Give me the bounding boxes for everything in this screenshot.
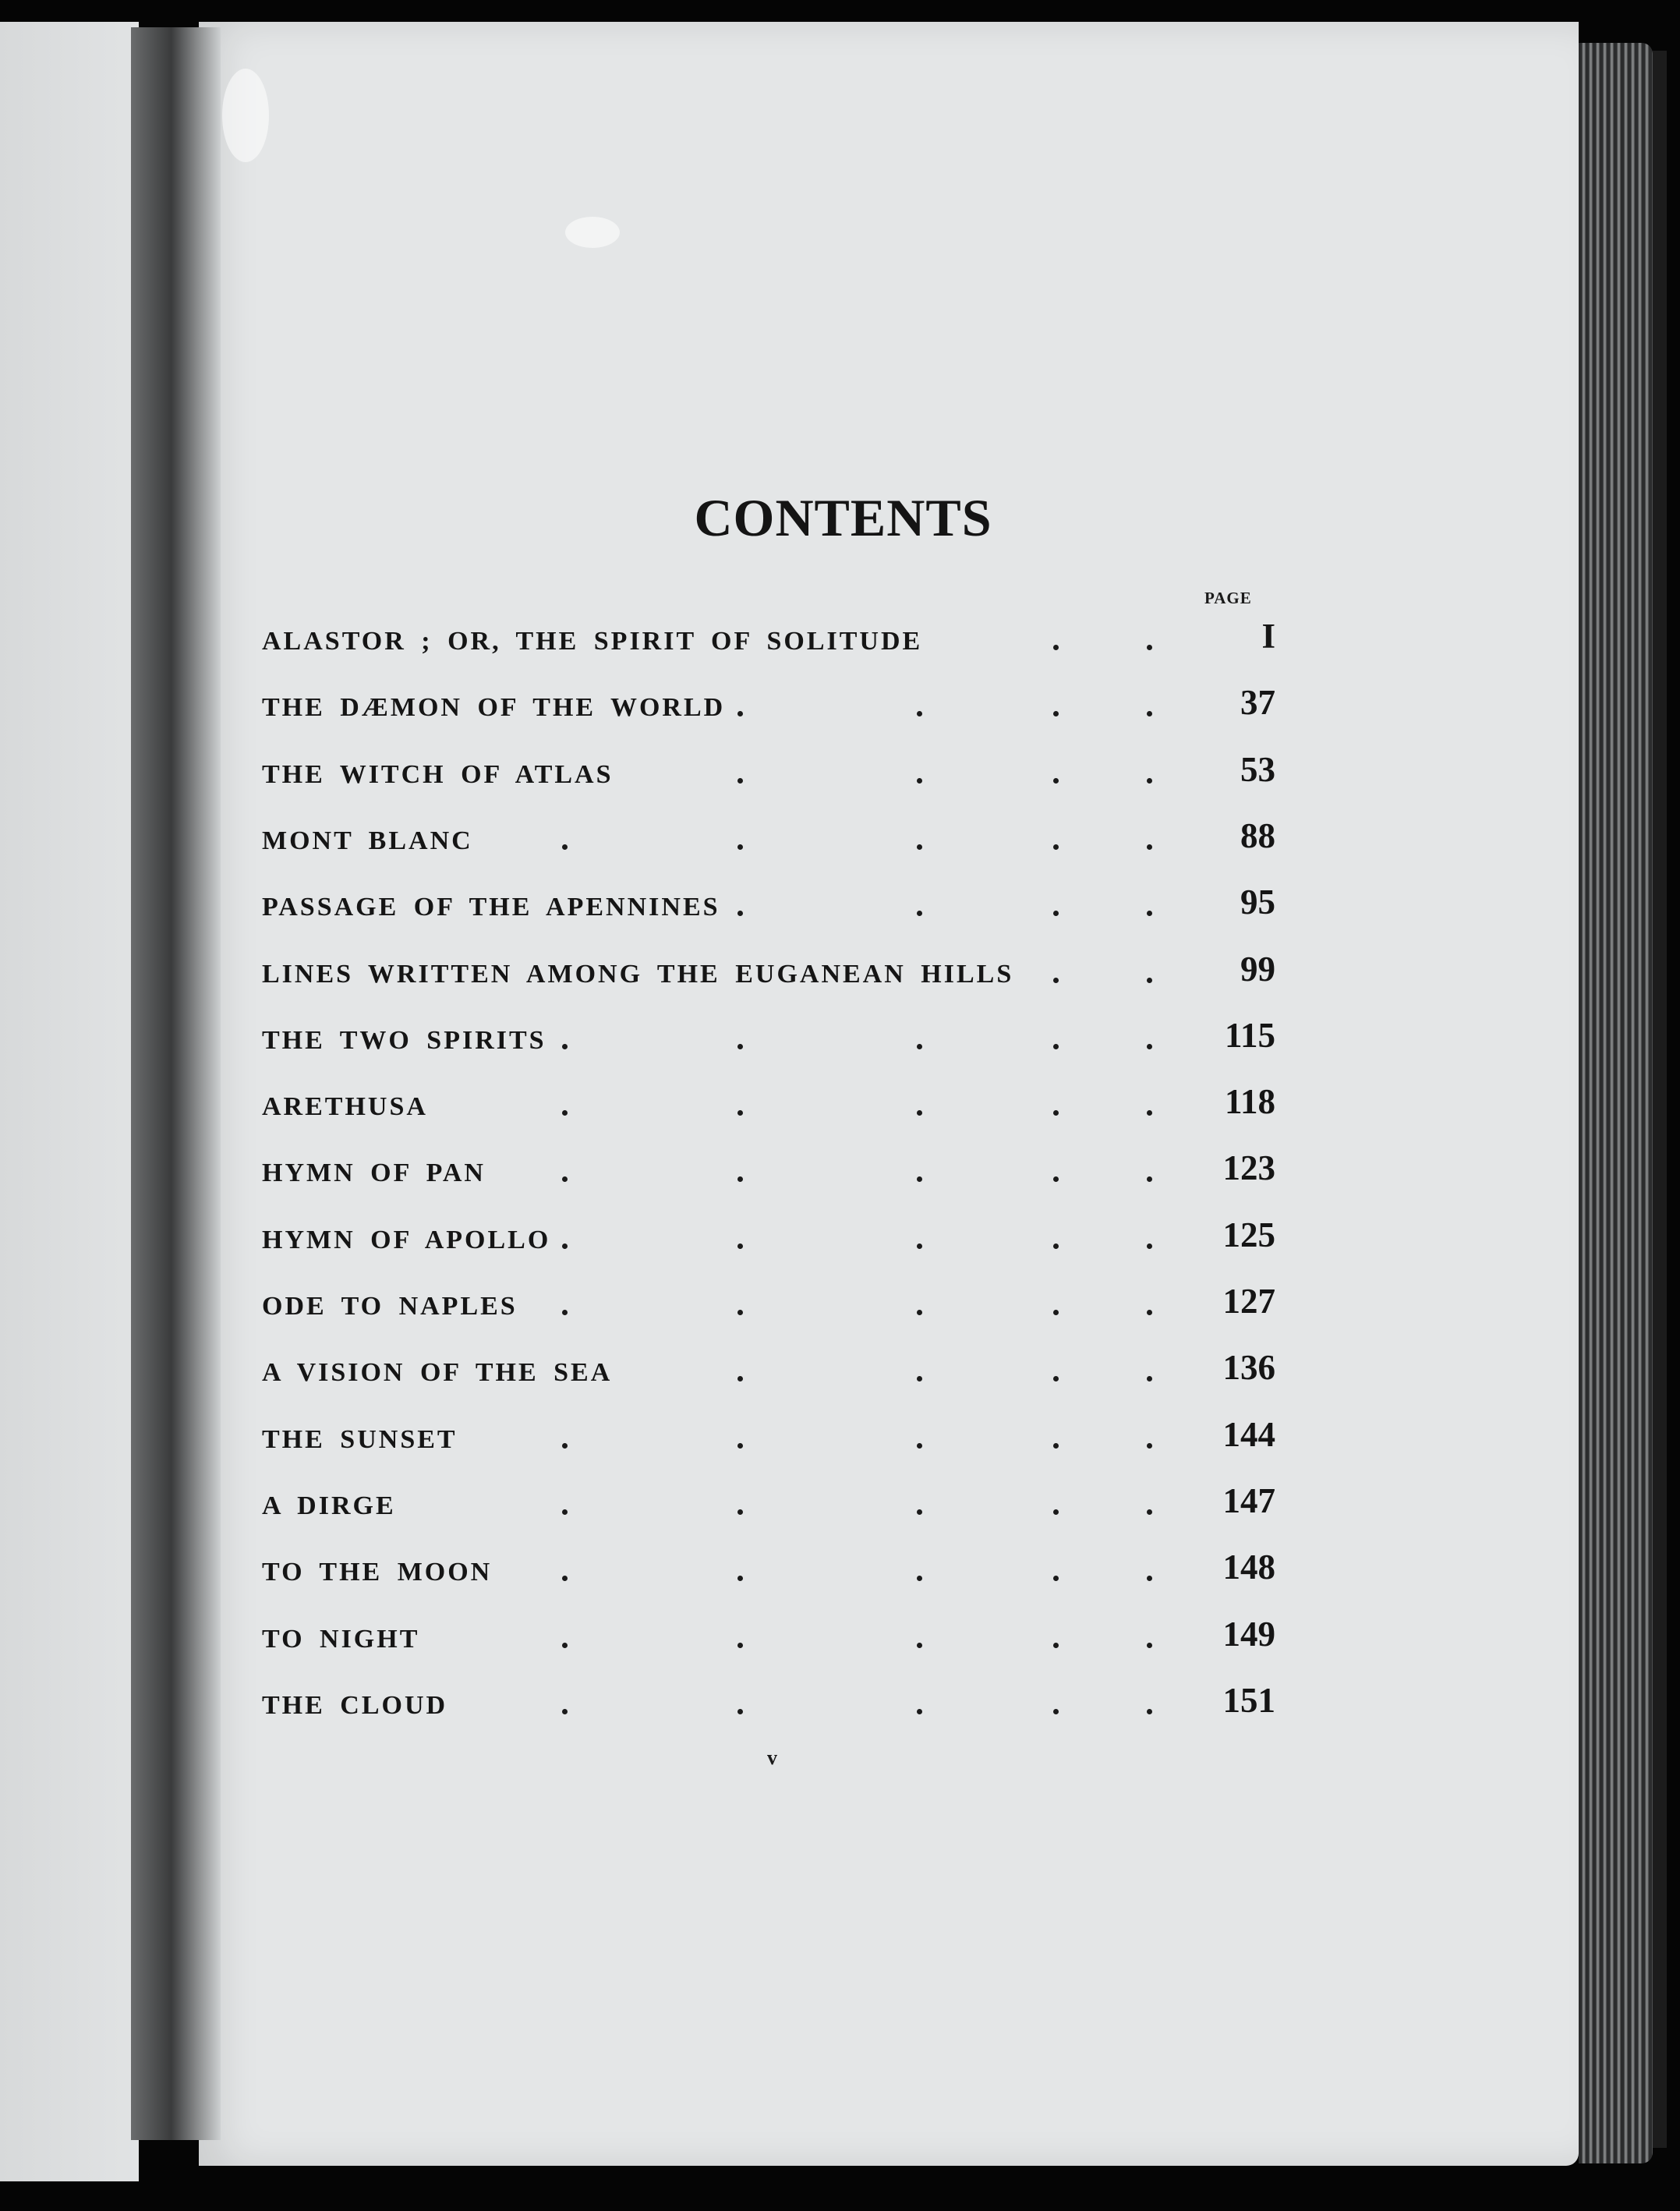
dot-leader (737, 711, 743, 716)
toc-entry-title: ARETHUSA (262, 1092, 428, 1122)
dot-leader (1147, 1643, 1152, 1648)
toc-entry-page: 149 (1222, 1614, 1275, 1654)
dot-leader (1147, 1176, 1152, 1182)
dot-leader (737, 1443, 743, 1449)
book-spine (1653, 51, 1667, 2148)
toc-entry-title: HYMN OF PAN (262, 1159, 486, 1188)
toc-entry (262, 1614, 1275, 1661)
dot-leader (562, 1709, 568, 1714)
toc-entry-page: 151 (1222, 1680, 1275, 1720)
toc-entry (262, 1480, 1275, 1527)
dot-leader (737, 1176, 743, 1182)
toc-entry-page: 148 (1222, 1548, 1275, 1587)
dot-leader (737, 844, 743, 850)
dot-leader (917, 778, 922, 784)
dot-leader (562, 1176, 568, 1182)
dot-leader (917, 1376, 922, 1381)
dot-leader (737, 1643, 743, 1648)
dot-leader (917, 1110, 922, 1116)
toc-entry-page: 95 (1240, 883, 1275, 922)
dot-leader (1053, 711, 1059, 716)
gutter-shadow (131, 27, 221, 2140)
toc-entry (262, 1148, 1275, 1194)
toc-entry (262, 1015, 1275, 1062)
dot-leader (737, 1376, 743, 1381)
toc-entry-page: 144 (1222, 1414, 1275, 1454)
dot-leader (917, 1576, 922, 1581)
toc-entry (262, 1215, 1275, 1261)
dot-leader (1147, 1709, 1152, 1714)
toc-entry-page: 123 (1222, 1148, 1275, 1188)
toc-entry-page: 115 (1224, 1015, 1275, 1055)
toc-entry (262, 1547, 1275, 1594)
dot-leader (562, 1509, 568, 1515)
dot-leader (1147, 1044, 1152, 1049)
dot-leader (1147, 1576, 1152, 1581)
dot-leader (737, 1576, 743, 1581)
toc-entry-title: MONT BLANC (262, 826, 473, 855)
dot-leader (737, 1509, 743, 1515)
table-of-contents (262, 616, 1275, 1746)
dot-leader (562, 1110, 568, 1116)
dot-leader (1147, 711, 1152, 716)
toc-entry-title: THE DÆMON OF THE WORLD (262, 693, 726, 723)
dot-leader (917, 1176, 922, 1182)
dot-leader (1053, 1310, 1059, 1315)
toc-entry (262, 1414, 1275, 1461)
dot-leader (562, 1643, 568, 1648)
dot-leader (562, 1443, 568, 1449)
dot-leader (737, 778, 743, 784)
page-folio: v (767, 1746, 777, 1769)
toc-entry-page: 147 (1222, 1480, 1275, 1520)
toc-entry-page: 99 (1240, 949, 1275, 989)
toc-entry (262, 1081, 1275, 1128)
dot-leader (1147, 1443, 1152, 1449)
dot-leader (562, 1576, 568, 1581)
dot-leader (1053, 1709, 1059, 1714)
dot-leader (1147, 844, 1152, 850)
toc-entry (262, 1680, 1275, 1727)
toc-entry-page: I (1261, 617, 1275, 656)
toc-entry-title: A VISION OF THE SEA (262, 1358, 613, 1388)
dot-leader (1053, 1443, 1059, 1449)
dot-leader (562, 1310, 568, 1315)
dot-leader (917, 1443, 922, 1449)
dot-leader (1053, 1643, 1059, 1648)
dot-leader (737, 1110, 743, 1116)
toc-entry-page: 88 (1240, 815, 1275, 855)
dot-leader (562, 844, 568, 850)
toc-entry (262, 815, 1275, 862)
toc-entry-title: ALASTOR ; OR, THE SPIRIT OF SOLITUDE (262, 627, 923, 656)
dot-leader (737, 911, 743, 916)
dot-leader (1147, 911, 1152, 916)
toc-entry-title: THE WITCH OF ATLAS (262, 759, 614, 789)
dot-leader (917, 1044, 922, 1049)
dot-leader (737, 1044, 743, 1049)
page-column-label: PAGE (1204, 589, 1252, 607)
toc-entry-title: THE CLOUD (262, 1690, 448, 1720)
dot-leader (1053, 1176, 1059, 1182)
dot-leader (1147, 778, 1152, 784)
dot-leader (1053, 978, 1059, 983)
dot-leader (1053, 844, 1059, 850)
dot-leader (1053, 1044, 1059, 1049)
dot-leader (737, 1310, 743, 1315)
dot-leader (737, 1243, 743, 1249)
toc-entry-title: LINES WRITTEN AMONG THE EUGANEAN HILLS (262, 959, 1014, 989)
toc-entry-page: 127 (1222, 1282, 1275, 1321)
dot-leader (1053, 645, 1059, 650)
toc-entry (262, 949, 1275, 996)
dot-leader (1053, 1110, 1059, 1116)
dot-leader (1053, 1509, 1059, 1515)
toc-entry (262, 616, 1275, 663)
dot-leader (917, 711, 922, 716)
dot-leader (562, 1044, 568, 1049)
toc-entry-page: 125 (1222, 1215, 1275, 1254)
dot-leader (1053, 778, 1059, 784)
page-title: CONTENTS (694, 488, 992, 547)
dot-leader (917, 1243, 922, 1249)
dot-leader (1053, 1376, 1059, 1381)
dot-leader (917, 1709, 922, 1714)
dot-leader (917, 844, 922, 850)
dot-leader (562, 1243, 568, 1249)
page-edges (1579, 43, 1653, 2163)
dot-leader (1147, 1110, 1152, 1116)
toc-entry (262, 1347, 1275, 1394)
toc-entry (262, 1281, 1275, 1328)
dot-leader (1053, 911, 1059, 916)
dot-leader (917, 1643, 922, 1648)
toc-entry-page: 118 (1224, 1082, 1275, 1122)
toc-entry (262, 749, 1275, 796)
toc-entry-title: HYMN OF APOLLO (262, 1225, 551, 1254)
dot-leader (1147, 645, 1152, 650)
dot-leader (917, 911, 922, 916)
dot-leader (1147, 1509, 1152, 1515)
toc-entry-title: PASSAGE OF THE APENNINES (262, 893, 720, 922)
toc-entry-title: TO NIGHT (262, 1624, 420, 1654)
toc-entry-title: THE TWO SPIRITS (262, 1025, 546, 1055)
paper-stain (222, 69, 269, 162)
toc-entry-title: THE SUNSET (262, 1424, 458, 1454)
toc-entry (262, 882, 1275, 929)
toc-entry-page: 53 (1240, 749, 1275, 789)
left-facing-page (0, 22, 139, 2181)
dot-leader (1053, 1576, 1059, 1581)
dot-leader (917, 1310, 922, 1315)
toc-entry-page: 136 (1222, 1348, 1275, 1388)
toc-entry-title: A DIRGE (262, 1491, 396, 1520)
paper-stain (565, 217, 620, 248)
dot-leader (1147, 978, 1152, 983)
dot-leader (1147, 1310, 1152, 1315)
toc-entry-title: ODE TO NAPLES (262, 1292, 518, 1321)
dot-leader (1053, 1243, 1059, 1249)
dot-leader (737, 1709, 743, 1714)
dot-leader (917, 1509, 922, 1515)
toc-entry-title: TO THE MOON (262, 1558, 493, 1587)
dot-leader (1147, 1243, 1152, 1249)
dot-leader (1147, 1376, 1152, 1381)
toc-entry (262, 682, 1275, 729)
toc-entry-page: 37 (1240, 683, 1275, 723)
